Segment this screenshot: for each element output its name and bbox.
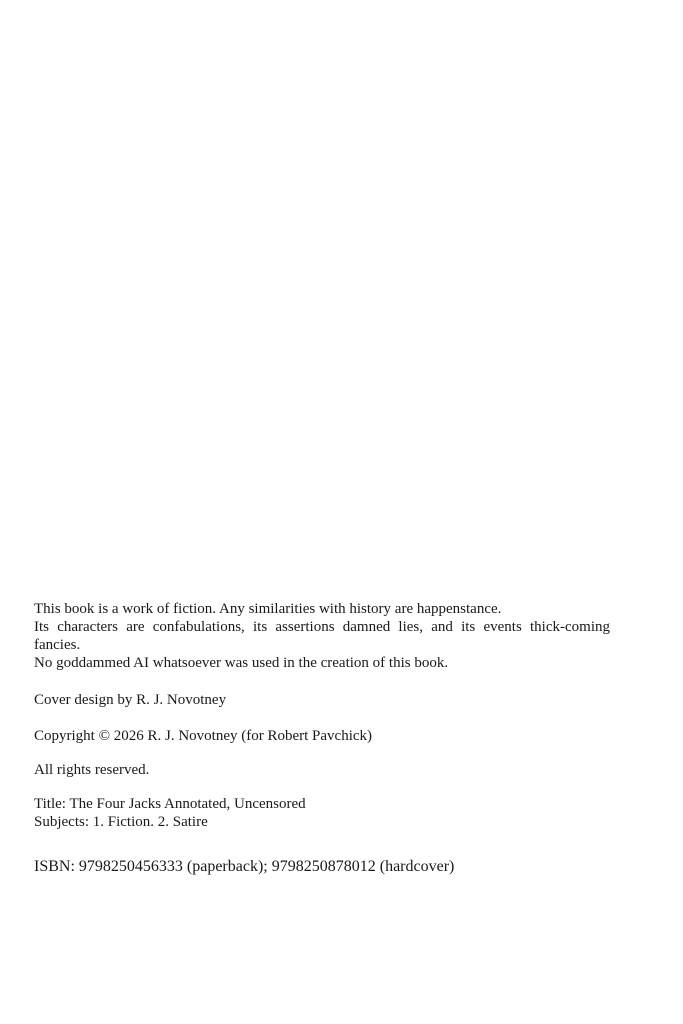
fiction-disclaimer: This book is a work of fiction. Any similarities with history are happenstance. — [34, 601, 502, 617]
catalog-info — [34, 795, 610, 831]
fiction-notice — [34, 600, 610, 672]
ai-disclaimer: No goddammed AI whatsoever was used in the creation of this book. — [34, 655, 449, 671]
characters-disclaimer: Its characters are confabulations, its assertions damned lies, and its events thick-coming fancies. — [34, 619, 610, 653]
catalog-subjects: Subjects: 1. Fiction. 2. Satire — [34, 814, 208, 830]
cover-design-credit: Cover design by R. J. Novotney — [34, 692, 227, 708]
copyright-page — [34, 600, 610, 876]
catalog-title: Title: The Four Jacks Annotated, Uncensored — [34, 796, 306, 812]
copyright-notice: Copyright © 2026 R. J. Novotney (for Robert Pavchick) — [34, 728, 373, 744]
isbn-line: ISBN: 9798250456333 (paperback); 9798250878012 (hardcover) — [34, 858, 455, 875]
rights-statement: All rights reserved. — [34, 762, 150, 778]
